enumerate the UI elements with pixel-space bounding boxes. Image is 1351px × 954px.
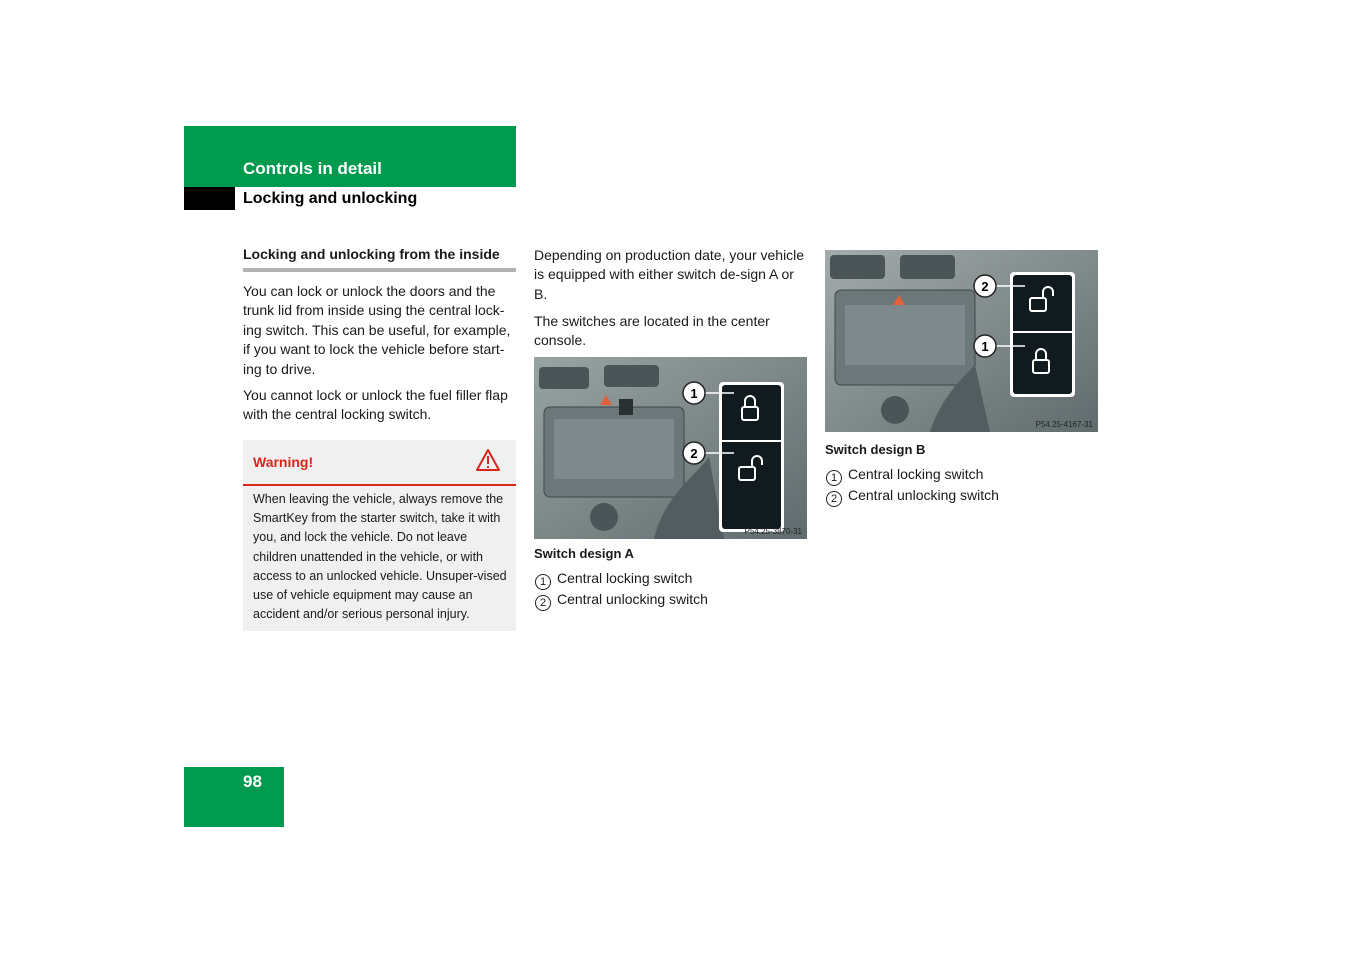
legend-item xyxy=(535,590,805,611)
warning-header xyxy=(243,440,516,486)
page-number-tab xyxy=(184,767,284,827)
warning-box xyxy=(243,440,516,631)
svg-text:2: 2 xyxy=(690,446,698,461)
legend-number: 1 xyxy=(535,574,551,590)
paragraph: Depending on production date, your vehicle is equipped with either switch de-sign A or B. xyxy=(534,247,805,302)
figure-code: P54.25-4167-31 xyxy=(1035,420,1093,429)
svg-text:2: 2 xyxy=(981,279,989,294)
switch-design-a-photo xyxy=(534,357,807,539)
section-marker xyxy=(184,187,235,210)
legend-label: Central unlocking switch xyxy=(848,487,999,503)
legend-number: 2 xyxy=(535,595,551,611)
figure-code: P54.25-3870-31 xyxy=(744,527,802,536)
legend-number: 2 xyxy=(826,491,842,507)
section-title: Locking and unlocking xyxy=(243,190,418,207)
figure-caption: Switch design B xyxy=(825,442,926,457)
legend-label: Central unlocking switch xyxy=(557,591,708,607)
callout-2 xyxy=(974,275,996,297)
svg-text:1: 1 xyxy=(981,339,989,354)
legend-list xyxy=(535,569,805,611)
subheading: Locking and unlocking from the inside xyxy=(243,246,516,272)
legend-number: 1 xyxy=(826,470,842,486)
legend-item xyxy=(826,486,1096,507)
paragraph: You can lock or unlock the doors and the trunk lid from inside using the central lock-ing switch. This can be useful, for example, if you want to lock the vehicle before start-ing to drive. xyxy=(243,283,511,377)
legend-list xyxy=(826,465,1096,507)
switch-design-b-photo xyxy=(825,250,1098,432)
chapter-title: Controls in detail xyxy=(243,159,382,178)
callout-2 xyxy=(683,442,705,464)
warning-triangle-icon xyxy=(475,448,501,477)
callout-1 xyxy=(683,382,705,404)
legend-item xyxy=(826,465,1096,486)
page-number: 98 xyxy=(243,772,262,791)
warning-text: When leaving the vehicle, always remove the SmartKey from the starter switch, take it with you, and lock the vehicle. Do not leave children unattended in the vehicle, or with access to an unlocked vehicle. Unsuper-vised use of vehicle equipment may cause an accident and/or serious personal injury. xyxy=(253,492,507,622)
warning-title: Warning! xyxy=(253,454,314,470)
svg-text:1: 1 xyxy=(690,386,698,401)
legend-item xyxy=(535,569,805,590)
legend-label: Central locking switch xyxy=(848,466,984,482)
callout-1 xyxy=(974,335,996,357)
legend-label: Central locking switch xyxy=(557,570,693,586)
paragraph: The switches are located in the center console. xyxy=(534,313,770,349)
figure-caption: Switch design A xyxy=(534,546,634,561)
paragraph: You cannot lock or unlock the fuel filler flap with the central locking switch. xyxy=(243,387,508,423)
